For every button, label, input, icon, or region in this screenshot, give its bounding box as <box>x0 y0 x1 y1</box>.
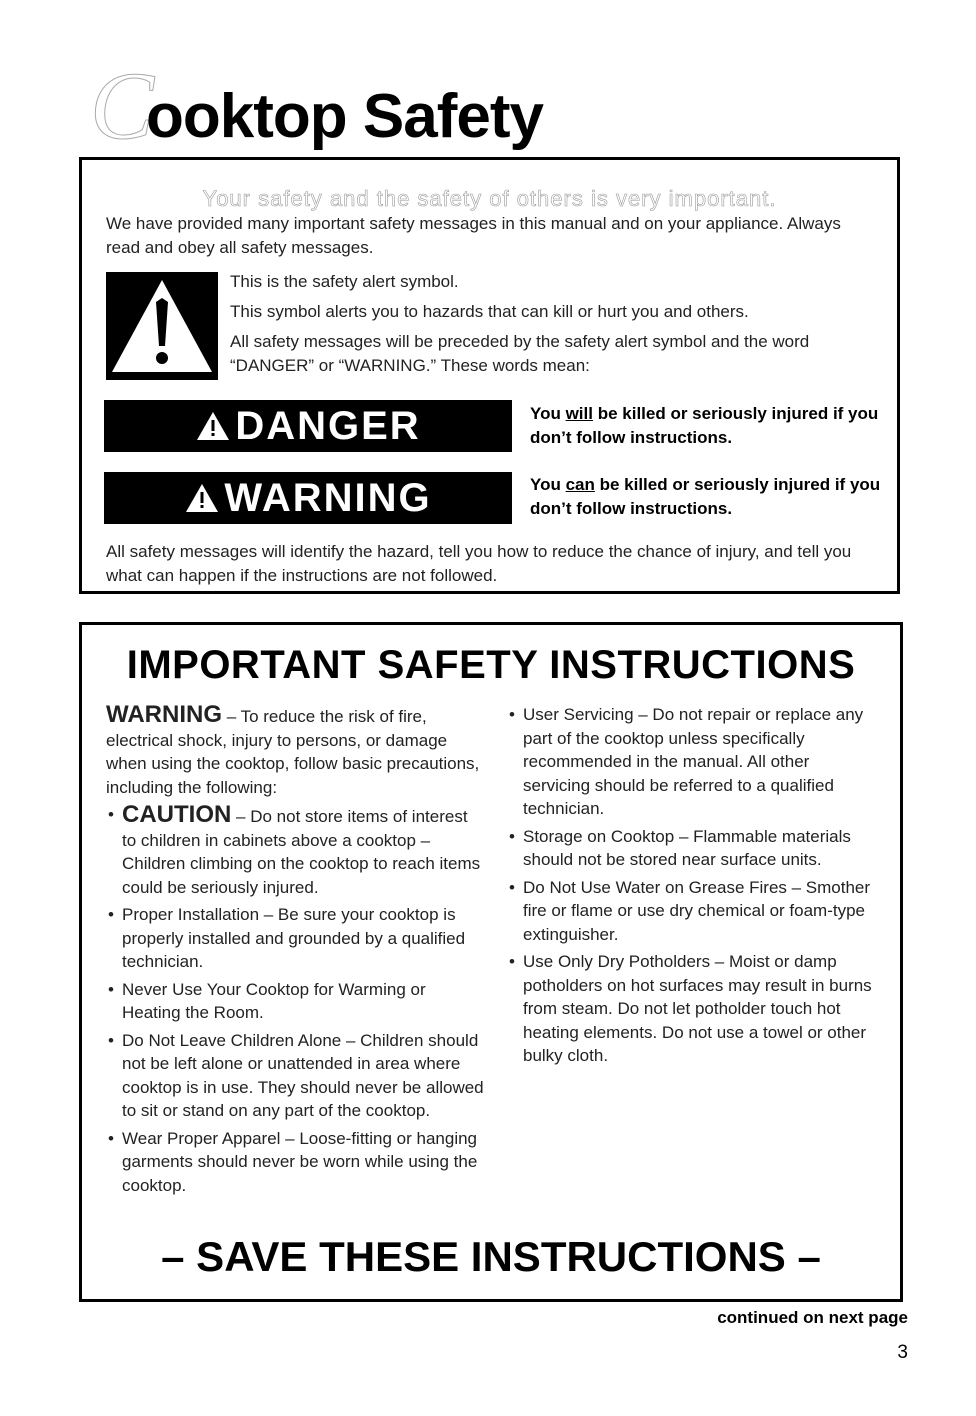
list-item: • Never Use Your Cooktop for Warming or Heating the Room. <box>106 978 486 1025</box>
warning-signal-word <box>104 472 512 524</box>
danger-meaning: You will be killed or seriously injured if you don’t follow instructions. <box>530 404 879 447</box>
list-item: • Do Not Use Water on Grease Fires – Smother fire or flame or use dry chemical or foam-type extinguisher. <box>507 876 877 947</box>
safety-message-box <box>79 157 900 594</box>
title-initial: C <box>90 52 155 159</box>
alert-line: All safety messages will be preceded by the safety alert symbol and the word “DANGER” or “WARNING.” These words mean: <box>230 332 810 375</box>
alert-line: This is the safety alert symbol. <box>230 272 459 291</box>
save-instructions-heading: – SAVE THESE INSTRUCTIONS – <box>161 1233 821 1280</box>
alert-line: This symbol alerts you to hazards that can kill or hurt you and others. <box>230 302 749 321</box>
warning-paragraph: WARNING – To reduce the risk of fire, electrical shock, injury to persons, or damage when using the cooktop, follow basic precautions, including the following: <box>106 701 480 797</box>
list-item: • User Servicing – Do not repair or replace any part of the cooktop unless specifically recommended in the manual. All other servicing should be referred to a qualified technician. <box>507 703 877 821</box>
list-item: • Storage on Cooktop – Flammable materials should not be stored near surface units. <box>507 825 877 872</box>
list-item: • CAUTION – Do not store items of interest to children in cabinets above a cooktop – Children climbing on the cooktop to reach items could be seriously injured. <box>106 803 486 899</box>
instructions-right-column <box>507 703 877 1068</box>
danger-signal-word <box>104 400 512 452</box>
instructions-heading: IMPORTANT SAFETY INSTRUCTIONS <box>126 643 856 687</box>
title-text: ooktop Safety <box>146 82 543 151</box>
instructions-left-column <box>106 703 486 1197</box>
list-item: • Use Only Dry Potholders – Moist or damp potholders on hot surfaces may result in burns from steam. Do not let potholder touch hot heating elements. Do not use a towel or other bulky cloth. <box>507 950 877 1068</box>
safety-alert-icon <box>106 272 218 380</box>
important-instructions-box <box>79 622 903 1302</box>
safety-intro: We have provided many important safety messages in this manual and on your appliance. Always read and obey all safety messages. <box>106 214 841 257</box>
danger-label: DANGER <box>235 403 421 448</box>
warning-label: WARNING <box>224 475 432 520</box>
safety-tagline: Your safety and the safety of others is very important. <box>202 186 777 211</box>
alert-symbol-explanation <box>230 270 880 384</box>
safety-footer: All safety messages will identify the hazard, tell you how to reduce the chance of injury, and tell you what can happen if the instructions are not followed. <box>106 542 852 585</box>
page-title <box>90 52 543 159</box>
warning-triangle-icon <box>184 482 220 514</box>
list-item: • Wear Proper Apparel – Loose-fitting or hanging garments should never be worn while using the cooktop. <box>106 1127 486 1198</box>
page-number: 3 <box>897 1342 908 1363</box>
list-item: • Proper Installation – Be sure your cooktop is properly installed and grounded by a qualified technician. <box>106 903 486 974</box>
list-item: • Do Not Leave Children Alone – Children should not be left alone or unattended in area where cooktop is in use. They should never be allowed to sit or stand on any part of the cooktop. <box>106 1029 486 1123</box>
continued-note: continued on next page <box>717 1308 908 1327</box>
warning-meaning: You can be killed or seriously injured if you don’t follow instructions. <box>530 475 881 518</box>
warning-triangle-icon <box>195 410 231 442</box>
